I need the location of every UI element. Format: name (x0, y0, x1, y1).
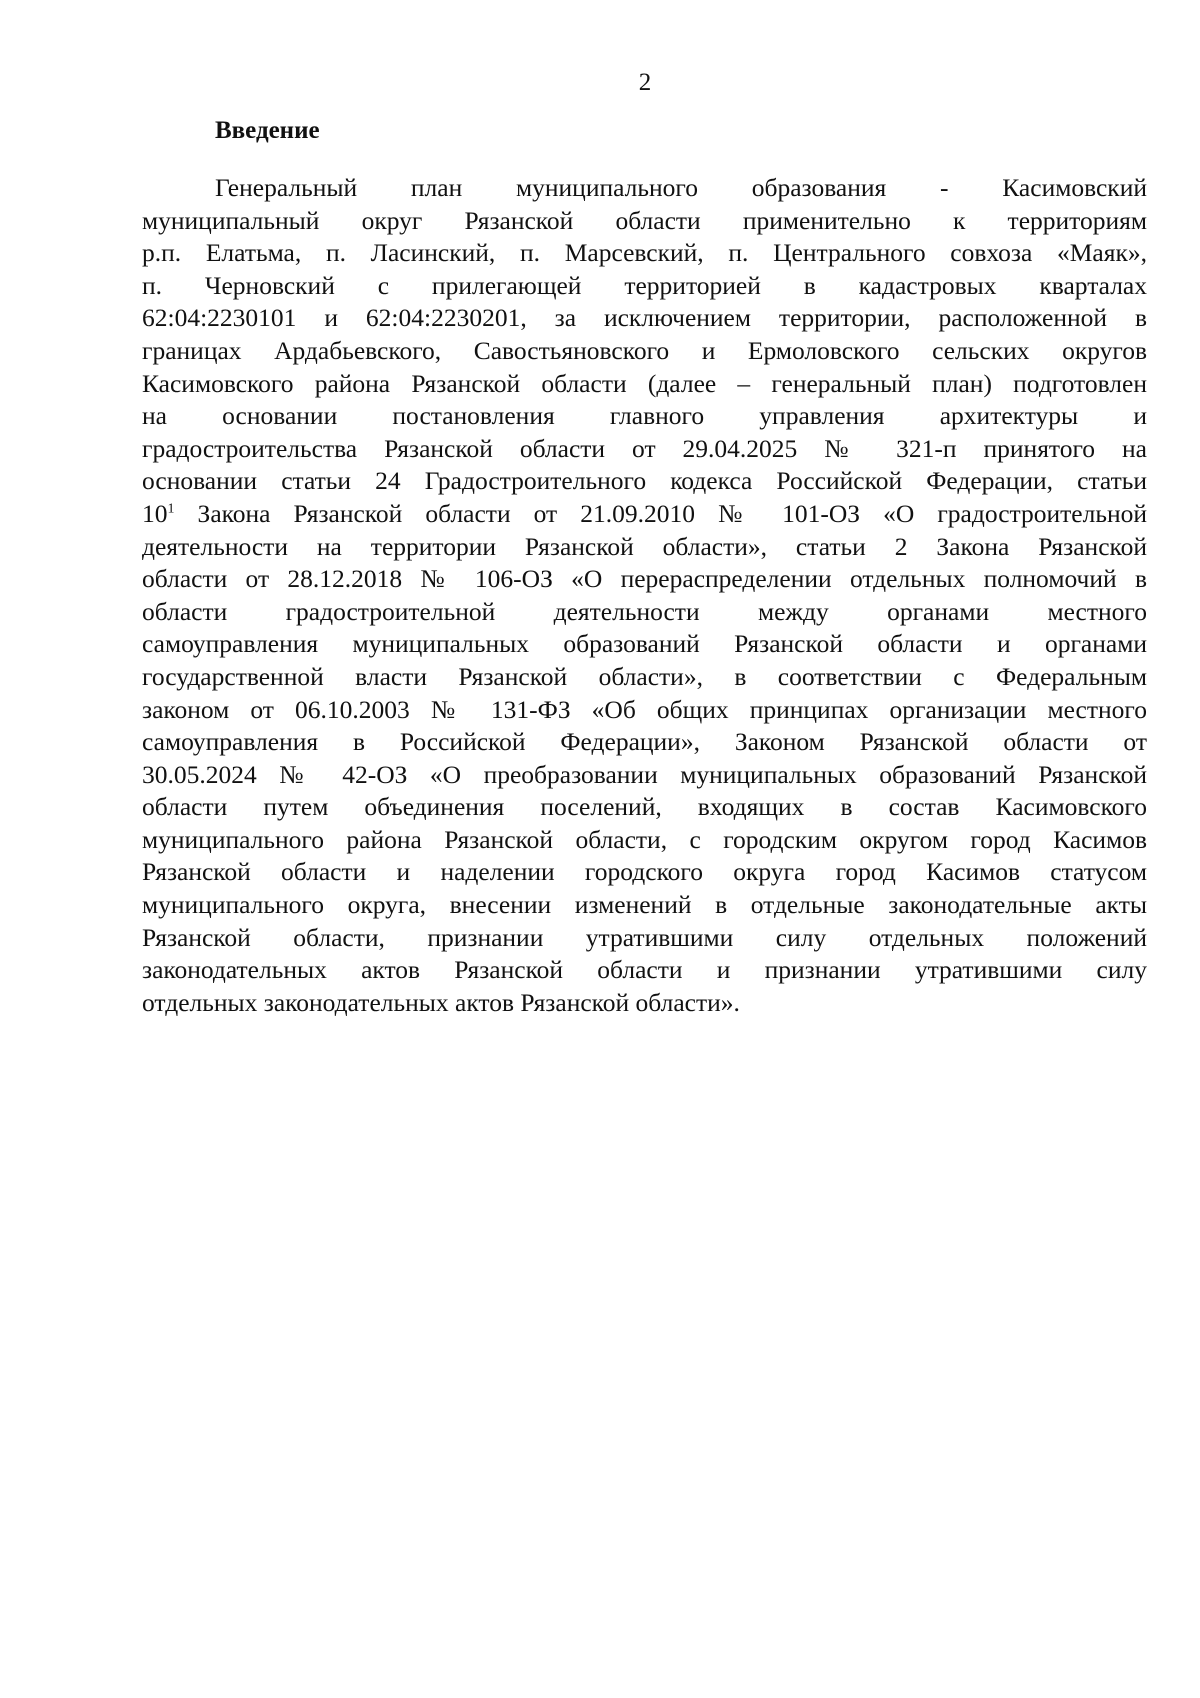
section-heading: Введение (215, 117, 320, 144)
article-superscript: 1 (167, 501, 175, 517)
paragraph-line: самоуправления в Российской Федерации», Законом Рязанской области от (142, 727, 1147, 757)
paragraph-line: законодательных актов Рязанской области и признании утратившими силу (142, 955, 1147, 985)
paragraph-line: Касимовского района Рязанской области (далее – генеральный план) подготовлен (142, 368, 1147, 398)
paragraph-line: основании статьи 24 Градостроительного кодекса Российской Федерации, статьи (142, 466, 1147, 496)
paragraph-line: области путем объединения поселений, входящих в состав Касимовского (142, 792, 1147, 822)
introduction-paragraph (142, 172, 1147, 1019)
paragraph-line: Генеральный план муниципального образования - Касимовский (215, 173, 1147, 202)
paragraph-line: отдельных законодательных актов Рязанской области». (142, 987, 740, 1017)
paragraph-line: градостроительства Рязанской области от 29.04.2025 № 321-п принятого на (142, 433, 1147, 463)
paragraph-line: области от 28.12.2018 № 106-ОЗ «О перераспределении отдельных полномочий в (142, 564, 1147, 594)
line-rest: Закона Рязанской области от 21.09.2010 № 101-ОЗ «О градостроительной (174, 498, 1147, 528)
paragraph-line: р.п. Елатьма, п. Ласинский, п. Марсевский, п. Центрального совхоза «Маяк», (142, 238, 1147, 268)
article-number: 10 (142, 498, 168, 528)
paragraph-line: государственной власти Рязанской области», в соответствии с Федеральным (142, 661, 1147, 691)
paragraph-line: самоуправления муниципальных образований Рязанской области и органами (142, 629, 1147, 659)
paragraph-line: на основании постановления главного управления архитектуры и (142, 401, 1147, 431)
paragraph-line: Рязанской области и наделении городского округа город Касимов статусом (142, 857, 1147, 887)
paragraph-line-with-superscript (142, 498, 1147, 531)
paragraph-line: области градостроительной деятельности между органами местного (142, 596, 1147, 626)
paragraph-line: муниципального округа, внесении изменений в отдельные законодательные акты (142, 890, 1147, 920)
paragraph-line: муниципального района Рязанской области, с городским округом город Касимов (142, 824, 1147, 854)
page-number: 2 (638, 69, 652, 96)
paragraph-line: 62:04:2230101 и 62:04:2230201, за исключением территории, расположенной в (142, 303, 1147, 333)
paragraph-line: деятельности на территории Рязанской области», статьи 2 Закона Рязанской (142, 531, 1147, 561)
paragraph-line: муниципальный округ Рязанской области применительно к территориям (142, 205, 1147, 235)
paragraph-line: законом от 06.10.2003 № 131-ФЗ «Об общих принципах организации местного (142, 694, 1147, 724)
paragraph-line: границах Ардабьевского, Савостьяновского и Ермоловского сельских округов (142, 335, 1147, 365)
paragraph-line: п. Черновский с прилегающей территорией в кадастровых кварталах (142, 270, 1147, 300)
paragraph-line: 30.05.2024 № 42-ОЗ «О преобразовании муниципальных образований Рязанской (142, 759, 1147, 789)
paragraph-line: Рязанской области, признании утратившими силу отдельных положений (142, 922, 1147, 952)
